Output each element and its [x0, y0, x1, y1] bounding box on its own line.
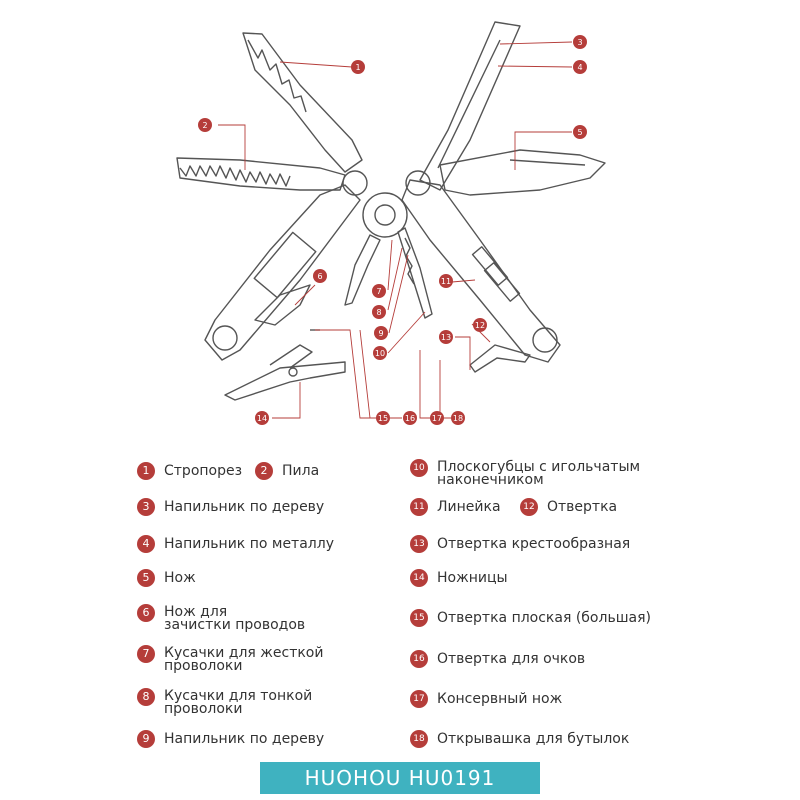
- legend-item-11: [410, 498, 501, 516]
- pivot-left-bottom: [213, 326, 237, 350]
- svg-text:16: 16: [404, 414, 416, 423]
- legend-badge: 11: [410, 498, 428, 516]
- svg-text:12: 12: [474, 321, 486, 330]
- legend-label: Напильник по дереву: [164, 731, 325, 747]
- svg-text:11: 11: [440, 277, 452, 286]
- legend-item-1: [137, 462, 242, 480]
- pivot-left-top: [343, 171, 367, 195]
- legend-label: Кусачки для тонкой проволоки: [164, 688, 313, 717]
- legend-label: Открывашка для бутылок: [437, 731, 630, 747]
- legend-label: Напильник по металлу: [164, 536, 334, 552]
- callout-16: [403, 411, 417, 425]
- legend-label: Отвертка крестообразная: [437, 536, 631, 552]
- legend-badge: 8: [137, 688, 155, 706]
- legend-item-9: [137, 730, 324, 748]
- product-title-banner: HUOHOU HU0191: [260, 762, 540, 794]
- legend-item-8: [137, 688, 312, 716]
- right-handle: [402, 180, 560, 362]
- callout-10: [373, 346, 387, 360]
- svg-text:6: 6: [317, 272, 323, 281]
- callout-4: [573, 60, 587, 74]
- legend-badge: 3: [137, 498, 155, 516]
- legend-badge: 5: [137, 569, 155, 587]
- svg-text:7: 7: [376, 287, 382, 296]
- legend-badge: 4: [137, 535, 155, 553]
- legend-label: Ножницы: [437, 570, 508, 586]
- knife-blade: [440, 150, 605, 195]
- legend-badge: 15: [410, 609, 428, 627]
- svg-text:9: 9: [378, 329, 384, 338]
- svg-text:5: 5: [577, 128, 583, 137]
- legend-badge: 16: [410, 650, 428, 668]
- legend-item-14: [410, 569, 508, 587]
- callout-13: [439, 330, 453, 344]
- callout-5: [573, 125, 587, 139]
- pivot-right-bottom: [533, 328, 557, 352]
- callout-14: [255, 411, 269, 425]
- legend-badge: 2: [255, 462, 273, 480]
- legend-badge: 17: [410, 690, 428, 708]
- legend-label: Линейка: [437, 499, 501, 515]
- svg-text:13: 13: [440, 333, 452, 342]
- legend-item-2: [255, 462, 319, 480]
- legend-label: Стропорез: [164, 463, 243, 479]
- left-handle: [205, 185, 360, 360]
- legend-label: Кусачки для жесткой проволоки: [164, 645, 324, 674]
- scissors: [225, 362, 345, 400]
- legend-item-4: [137, 535, 334, 553]
- legend-badge: 12: [520, 498, 538, 516]
- callout-18: [451, 411, 465, 425]
- callout-15: [376, 411, 390, 425]
- legend-label: Нож для зачистки проводов: [164, 604, 306, 633]
- callout-17: [430, 411, 444, 425]
- callout-8: [372, 305, 386, 319]
- legend-label: Нож: [164, 570, 196, 586]
- legend-badge: 7: [137, 645, 155, 663]
- svg-text:17: 17: [431, 414, 443, 423]
- svg-text:2: 2: [202, 121, 208, 130]
- legend-item-6: [137, 604, 305, 632]
- legend-label: Отвертка плоская (большая): [437, 610, 651, 626]
- svg-text:8: 8: [376, 308, 382, 317]
- svg-text:4: 4: [577, 63, 583, 72]
- svg-text:14: 14: [256, 414, 268, 423]
- svg-text:1: 1: [355, 63, 361, 72]
- legend-badge: 14: [410, 569, 428, 587]
- callout-2: [198, 118, 212, 132]
- legend-badge: 9: [137, 730, 155, 748]
- multitool-drawing: [177, 22, 605, 400]
- legend-item-15: [410, 609, 651, 627]
- legend-item-16: [410, 650, 585, 668]
- legend-item-13: [410, 535, 630, 553]
- legend-item-3: [137, 498, 324, 516]
- legend-item-18: [410, 730, 629, 748]
- legend-label: Плоскогубцы с игольчатым наконечником: [437, 459, 641, 488]
- pliers-jaw-right: [398, 228, 432, 318]
- legend-badge: 1: [137, 462, 155, 480]
- svg-text:10: 10: [374, 349, 386, 358]
- legend-item-10: [410, 459, 640, 487]
- legend-label: Консервный нож: [437, 691, 563, 707]
- legend-item-7: [137, 645, 323, 673]
- callout-1: [351, 60, 365, 74]
- legend-badge: 10: [410, 459, 428, 477]
- callout-12: [473, 318, 487, 332]
- callout-badges: [198, 35, 587, 425]
- legend-item-12: [520, 498, 617, 516]
- svg-text:18: 18: [452, 414, 464, 423]
- legend-badge: 6: [137, 604, 155, 622]
- legend-label: Отвертка: [547, 499, 618, 515]
- callout-11: [439, 274, 453, 288]
- legend-label: Напильник по дереву: [164, 499, 325, 515]
- legend-badge: 18: [410, 730, 428, 748]
- legend-label: Отвертка для очков: [437, 651, 586, 667]
- callout-3: [573, 35, 587, 49]
- legend-item-5: [137, 569, 196, 587]
- legend-item-17: [410, 690, 562, 708]
- callout-7: [372, 284, 386, 298]
- legend-badge: 13: [410, 535, 428, 553]
- svg-text:3: 3: [577, 38, 583, 47]
- callout-6: [313, 269, 327, 283]
- legend-label: Пила: [282, 463, 320, 479]
- callout-9: [374, 326, 388, 340]
- file-blade: [420, 22, 520, 190]
- svg-text:15: 15: [377, 414, 389, 423]
